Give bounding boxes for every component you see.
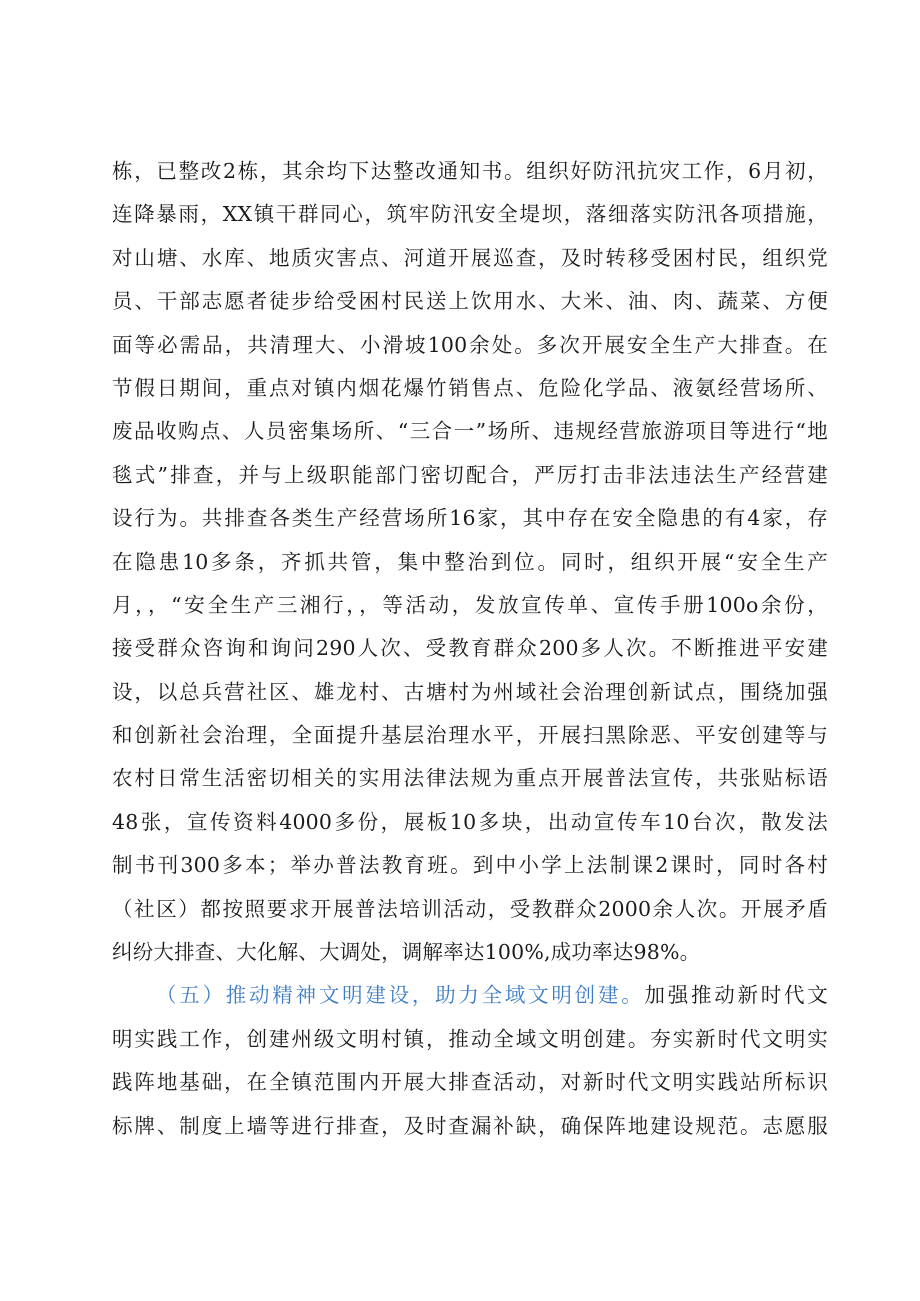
paragraph-line: 48张，宣传资料4000多份，展板10多块，出动宣传车10台次，散发法	[112, 809, 828, 834]
paragraph-line: 纠纷大排查、大化解、大调处，调解率达100%,成功率达98%。	[112, 940, 701, 965]
paragraph-line: 节假日期间，重点对镇内烟花爆竹销售点、危险化学品、液氨经营场所、	[112, 375, 828, 400]
paragraph-line: 面等必需品，共清理大、小滑坡100余处。多次开展安全生产大排查。在	[112, 332, 828, 357]
paragraph-line: 接受群众咨询和询问290人次、受教育群众200多人次。不断推进平安建	[112, 636, 828, 661]
paragraph-line: 明实践工作，创建州级文明村镇，推动全域文明创建。夯实新时代文明实	[112, 1026, 828, 1051]
paragraph-line: 践阵地基础，在全镇范围内开展大排查活动，对新时代文明实践站所标识	[112, 1070, 828, 1095]
paragraph-line: 对山塘、水库、地质灾害点、河道开展巡查，及时转移受困村民，组织党	[112, 245, 828, 270]
section-heading: （五）推动精神文明建设，助力全域文明创建。	[156, 983, 645, 1008]
paragraph-line: 在隐患10多条，齐抓共管，集中整治到位。同时，组织开展“安全生产	[112, 549, 828, 574]
paragraph-line: 连降暴雨，XX镇干群同心，筑牢防汛安全堤坝，落细落实防汛各项措施，	[112, 202, 828, 227]
paragraph-line: （社区）都按照要求开展普法培训活动，受教群众2000余人次。开展矛盾	[112, 896, 828, 921]
paragraph-line: 员、干部志愿者徒步给受困村民送上饮用水、大米、油、肉、蔬菜、方便	[112, 289, 828, 314]
paragraph-line: 月，，“安全生产三湘行，，等活动，发放宣传单、宣传手册100o余份，	[112, 592, 828, 617]
section-heading-continuation: 加强推动新时代文	[644, 983, 828, 1008]
paragraph-line: 制书刊300多本；举办普法教育班。到中小学上法制课2课时，同时各村	[112, 853, 828, 878]
paragraph-line: 栋，已整改2栋，其余均下达整改通知书。组织好防汛抗灾工作，6月初，	[112, 159, 828, 183]
paragraph-line: 毯式”排查，并与上级职能部门密切配合，严厉打击非法违法生产经营建	[112, 462, 828, 487]
paragraph-line: 设行为。共排查各类生产经营场所16家，其中存在安全隐患的有4家，存	[112, 506, 828, 531]
section-heading-line	[112, 974, 828, 1017]
paragraph-line: 设，以总兵营社区、雄龙村、古塘村为州域社会治理创新试点，围绕加强	[112, 679, 828, 704]
paragraph-line: 废品收购点、人员密集场所、“三合一”场所、违规经营旅游项目等进行“地	[112, 419, 828, 444]
paragraph-line: 标牌、制度上墙等进行排查，及时查漏补缺，确保阵地建设规范。志愿服	[112, 1113, 828, 1138]
paragraph-line: 农村日常生活密切相关的实用法律法规为重点开展普法宣传，共张贴标语	[112, 766, 828, 791]
paragraph-line: 和创新社会治理，全面提升基层治理水平，开展扫黑除恶、平安创建等与	[112, 723, 828, 748]
document-body	[112, 150, 828, 1148]
